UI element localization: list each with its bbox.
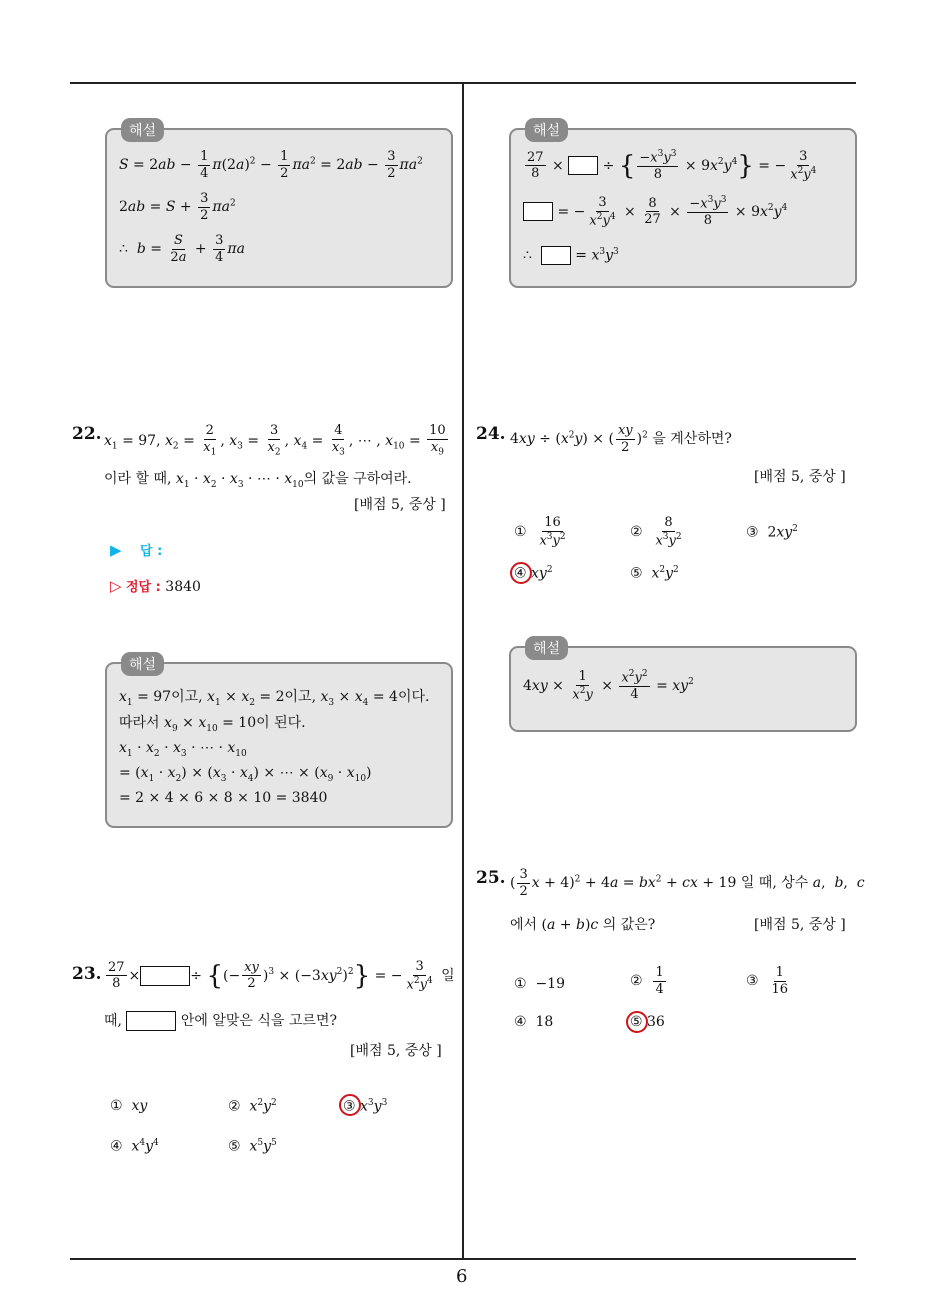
solution-line: $x_1 \cdot x_2 \cdot x_3$ · ⋯ · $x_{10}$	[119, 740, 247, 759]
solution-line: = 2 × 4 × 6 × 8 × 10 = 3840	[119, 790, 328, 806]
solution-tag: 해설	[525, 118, 568, 142]
choice-4[interactable]: ④ $x^4y^4$	[110, 1138, 159, 1155]
choice-1[interactable]: ① $\frac{16}{x^3y^2}$	[514, 515, 566, 548]
answer-label: 답 :	[140, 544, 163, 559]
answer-mark-circle	[626, 1011, 648, 1033]
score-label: [배점 5, 중상 ]	[754, 917, 846, 933]
solution-tag: 해설	[525, 636, 568, 660]
question-text: 에서 (a + b)c 의 값은?	[510, 917, 656, 933]
score-label: [배점 5, 중상 ]	[350, 1043, 442, 1059]
solution-line: $x_1 = 97$이고, $x_1 \times x_2 = 2$이고, $x_3 \times x_4 = 4$이다.	[119, 689, 430, 708]
question-text-part: 이라 할 때,	[104, 471, 172, 487]
question-text-part: 의 값을 구하여라.	[303, 471, 412, 487]
solution-line: = − $\frac{3}{x^2y^4}$ × $\frac{8}{27}$ × $\frac{-x^3y^3}{8}$ × $9x^2y^4$	[523, 196, 787, 228]
question-number: 22.	[72, 424, 102, 444]
score-label: [배점 5, 중상 ]	[754, 469, 846, 485]
solution-line: ∴ b = $\frac{S}{2a}$ + $\frac{3}{4}$ πa	[119, 233, 245, 265]
blank-box	[140, 966, 190, 986]
solution-box-q21	[105, 123, 453, 288]
solution-line: ∴ = $x^3y^3$	[523, 246, 619, 264]
score-label: [배점 5, 중상 ]	[354, 497, 446, 513]
solution-line: S = 2ab − $\frac{1}{4}$ $\pi(2a)^2$ − $\frac{1}{2}$ $\pi a^2 = 2ab$ − $\frac{3}{2}$ $\pi a^2$	[119, 149, 423, 181]
solution-box-q21b	[509, 123, 857, 288]
solution-line: = $(x_1 \cdot x_2) \times (x_3 \cdot x_4)$ × ⋯ × $(x_9 \cdot x_{10})$	[119, 765, 372, 784]
choice-3[interactable]: ③ $\frac{1}{16}$	[746, 965, 788, 997]
question-number: 25.	[476, 868, 506, 888]
choice-2[interactable]: ② $x^2y^2$	[228, 1098, 277, 1115]
answer-row	[110, 540, 162, 559]
choice-1[interactable]: ① −19	[514, 976, 565, 992]
blank-box	[126, 1011, 176, 1031]
answer-mark-circle	[510, 562, 532, 584]
question-text: $\frac{27}{8}$ × ÷ {(− $\frac{xy}{2}$ )$^3 \times (-3xy^2)^2$} = − $\frac{3}{x^2y^4}$ 일	[108, 959, 455, 992]
solution-box-q24	[509, 641, 857, 732]
choice-1[interactable]: ① xy	[110, 1098, 148, 1114]
right-triangle-filled-icon: ▶	[110, 541, 122, 559]
choice-5[interactable]: ⑤ $x^5y^5$	[228, 1138, 277, 1155]
solution-box-q22	[105, 657, 453, 828]
solution-line: $\frac{27}{8}$ × ÷ { $\frac{-x^3y^3}{8}$ × $9x^2y^4$} = − $\frac{3}{x^2y^4}$	[527, 149, 817, 182]
bottom-rule	[70, 1258, 856, 1260]
right-triangle-outline-icon: ▷	[110, 577, 122, 595]
question-number: 23.	[72, 964, 102, 984]
correct-answer-row	[110, 576, 201, 595]
choice-2[interactable]: ② $\frac{8}{x^3y^2}$	[630, 515, 682, 548]
column-divider	[462, 84, 464, 1259]
correct-value: 3840	[165, 579, 201, 595]
choice-3[interactable]: ③ $x^3y^3$	[343, 1098, 388, 1115]
page-number: 6	[456, 1266, 468, 1287]
question-text: $4xy \div (x^2y)$ × ( $\frac{xy}{2}$ )$^2$ 을 계산하면?	[510, 423, 732, 455]
solution-tag: 해설	[121, 652, 164, 676]
choice-3[interactable]: ③ $2xy^2$	[746, 524, 798, 541]
question-number: 24.	[476, 424, 506, 444]
choice-4[interactable]: ④ 18	[514, 1014, 554, 1030]
choice-2[interactable]: ② $\frac{1}{4}$	[630, 965, 664, 997]
solution-line: 4xy × $\frac{1}{x^2y}$ × $\frac{x^2y^2}{4}$ = $xy^2$	[523, 669, 694, 702]
answer-mark-circle	[339, 1094, 361, 1116]
solution-line: 2ab = S + $\frac{3}{2}$ $\pi a^2$	[119, 191, 236, 223]
correct-label: 정답 :	[126, 580, 161, 595]
solution-line: 따라서 $x_9 \times x_{10} = 10$이 된다.	[119, 715, 306, 734]
question-text: $x_1 = 97$, $x_2$ = $\frac{2}{x_1}$ , $x_3$ = $\frac{3}{x_2}$ , $x_4$ = $\frac{4}{x_3}$ , ⋯ , $x_{10}$ = $\frac{10}{x_9}$	[104, 423, 446, 458]
question-text: 때, 안에 알맞은 식을 고르면?	[104, 1013, 337, 1029]
choice-5[interactable]: ⑤ 36	[630, 1014, 665, 1030]
question-text: 이라 할 때, $x_1 \cdot x_2 \cdot x_3$ · ⋯ · $x_{10}$의 값을 구하여라.	[104, 471, 412, 490]
choice-5[interactable]: ⑤ $x^2y^2$	[630, 565, 679, 582]
choice-4[interactable]: ④ $xy^2$	[514, 565, 553, 582]
question-text: ( $\frac{3}{2}$ $x + 4)^2 + 4a = bx^2$ + cx + 19 일 때, 상수 a, b, c	[510, 867, 865, 899]
solution-tag: 해설	[121, 118, 164, 142]
